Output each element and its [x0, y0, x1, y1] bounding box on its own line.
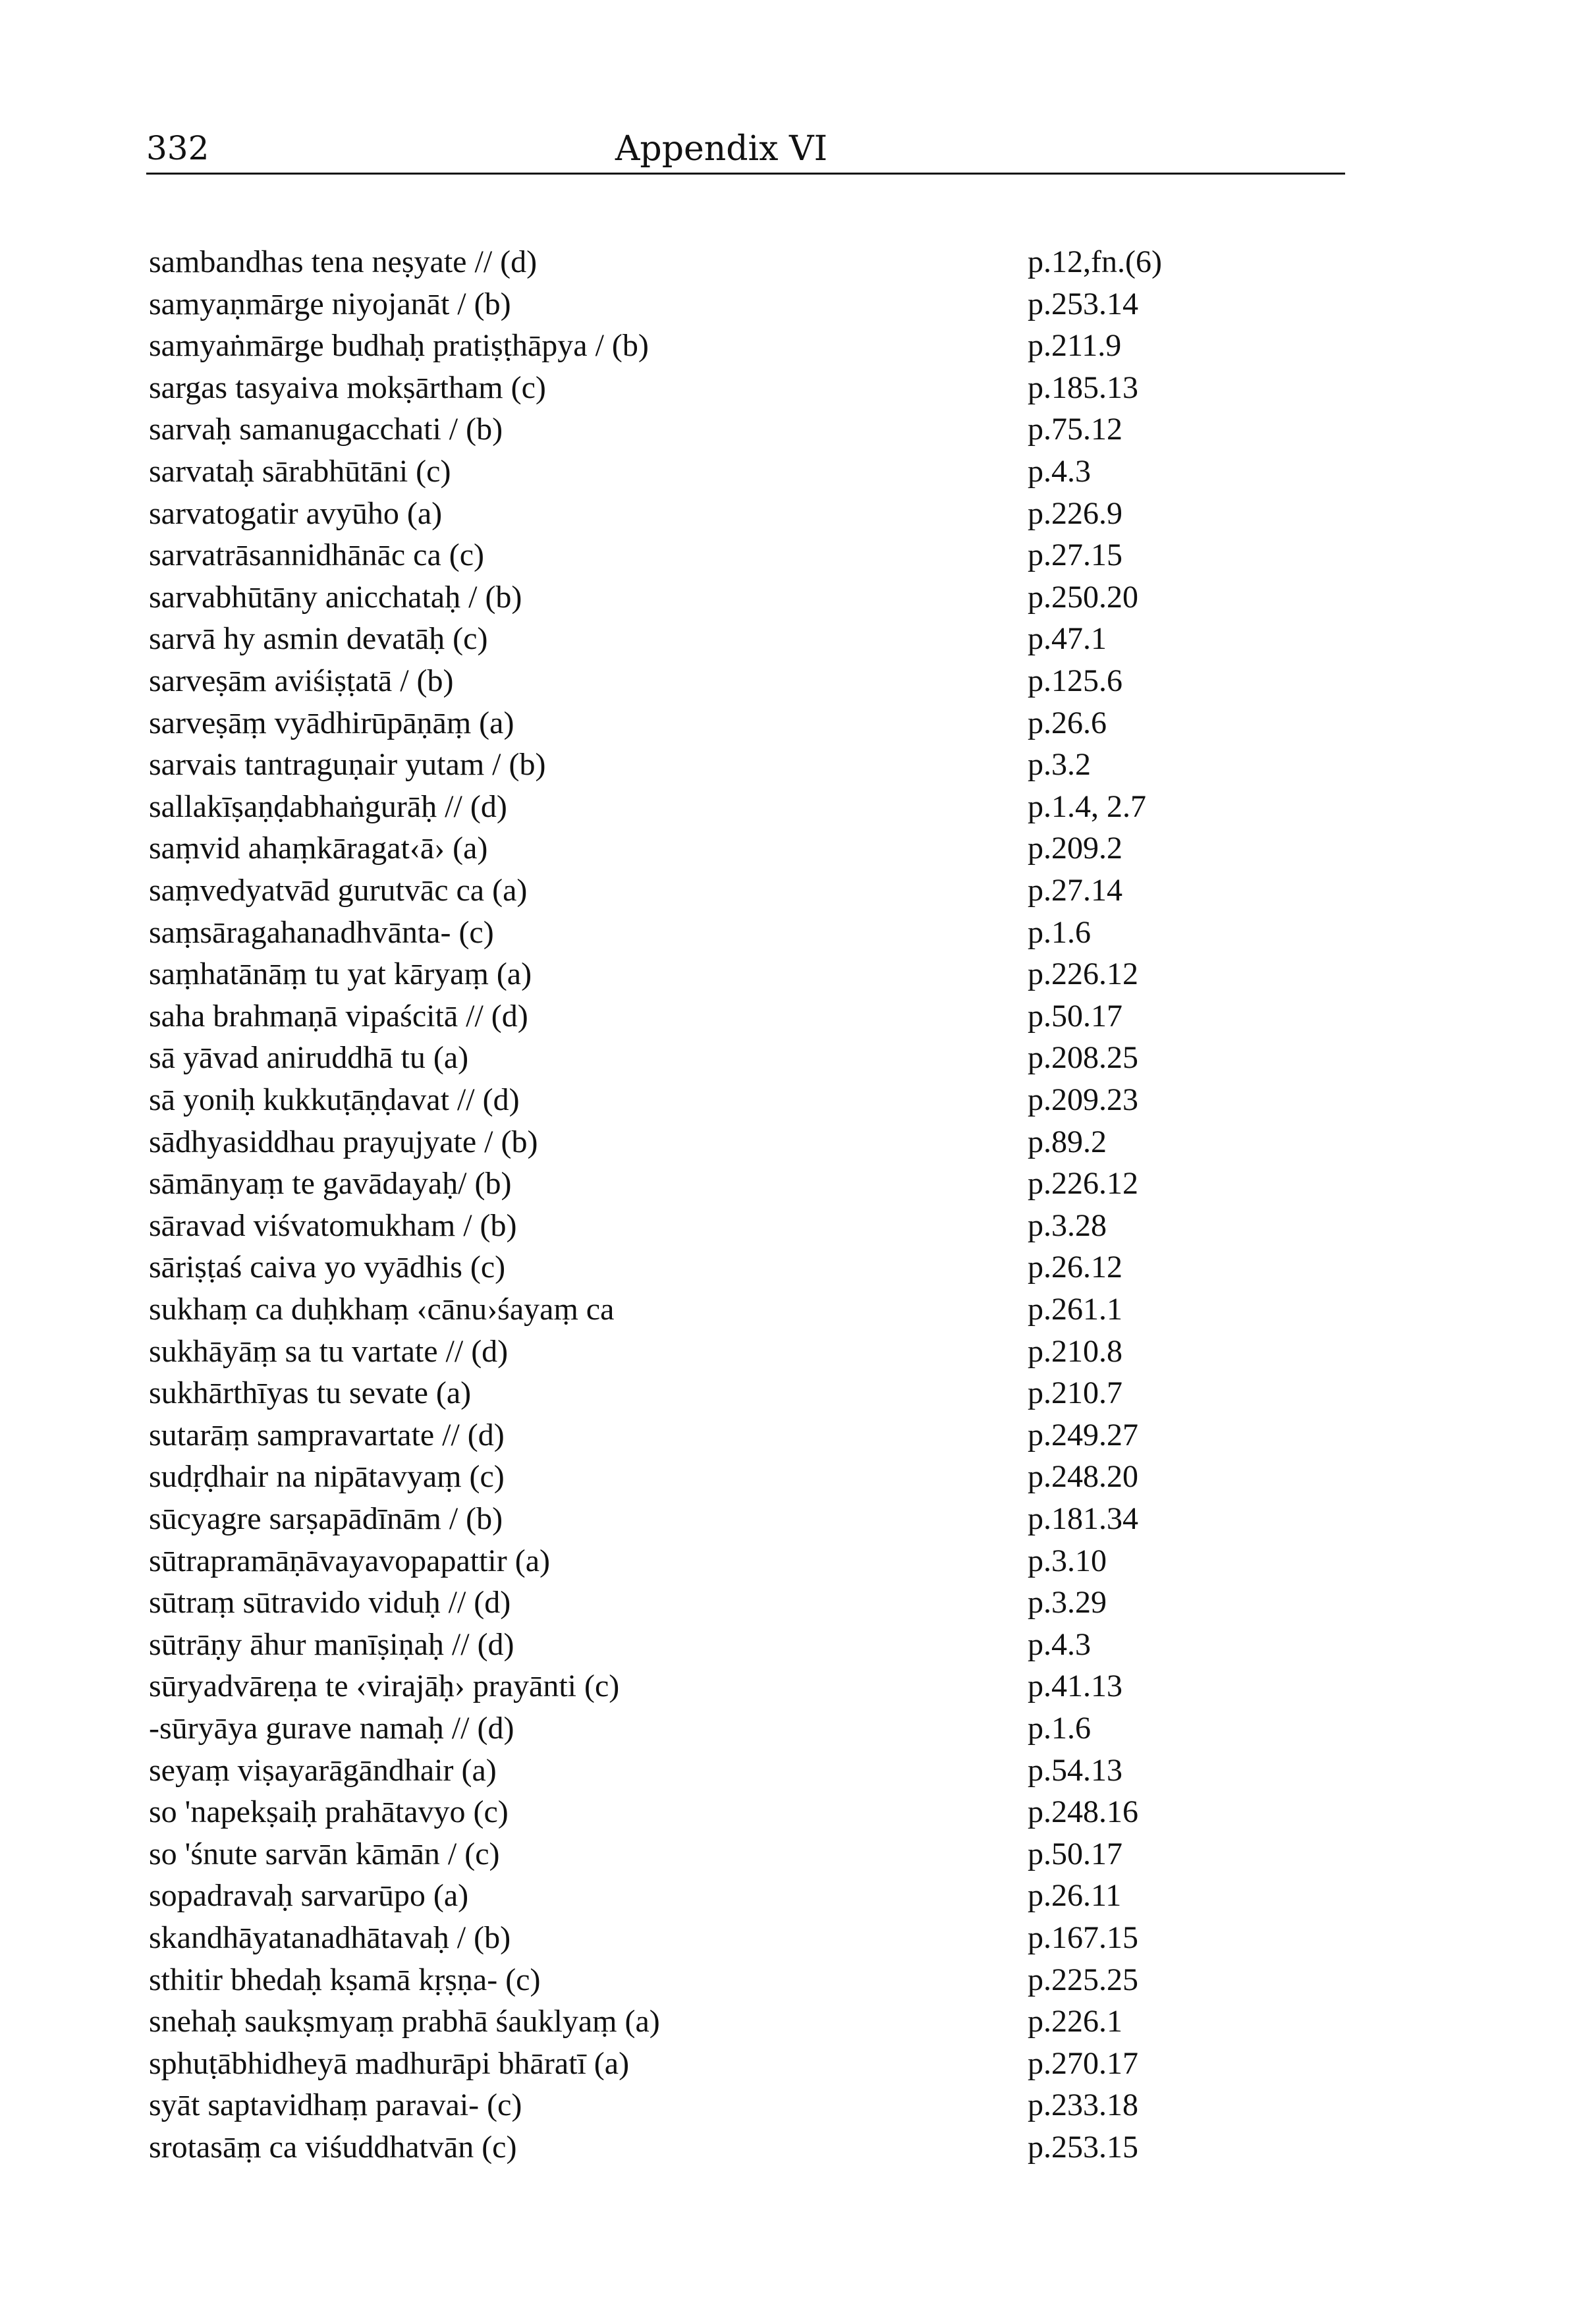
page-reference: p.226.1 [1028, 2004, 1122, 2039]
index-entry [0, 1626, 1577, 1669]
verse-text: -sūryāya gurave namaḥ // (d) [149, 1711, 514, 1746]
index-entry [0, 1249, 1577, 1291]
page-reference: p.47.1 [1028, 621, 1107, 657]
header-rule [146, 173, 1345, 175]
page-reference: p.1.6 [1028, 914, 1091, 950]
page-reference: p.125.6 [1028, 663, 1122, 698]
index-entry [0, 1543, 1577, 1585]
index-entry [0, 1710, 1577, 1752]
page-reference: p.225.25 [1028, 1962, 1138, 1997]
page-reference: p.210.7 [1028, 1375, 1122, 1411]
index-entry [0, 453, 1577, 495]
verse-text: sallakīṣaṇḍabhaṅgurāḥ // (d) [149, 788, 507, 824]
verse-text: sarvatogatir avyūho (a) [149, 495, 443, 531]
index-entry [0, 1752, 1577, 1794]
page-reference: p.1.6 [1028, 1711, 1091, 1746]
page-reference: p.250.20 [1028, 579, 1138, 615]
index-entry [0, 1501, 1577, 1543]
index-entry [0, 1039, 1577, 1082]
verse-text: sāmānyaṃ te gavādayaḥ/ (b) [149, 1166, 512, 1202]
index-entry [0, 2003, 1577, 2045]
index-entry [0, 788, 1577, 831]
verse-text: syāt saptavidhaṃ paravai- (c) [149, 2088, 522, 2123]
page-reference: p.211.9 [1028, 328, 1122, 364]
verse-text: sthitir bhedaḥ kṣamā kṛṣṇa- (c) [149, 1962, 541, 1997]
verse-text: sukhāyāṃ sa tu vartate // (d) [149, 1333, 509, 1369]
verse-text: sukhaṃ ca duḥkhaṃ ‹cānu›śayaṃ ca [149, 1292, 615, 1327]
index-entry [0, 244, 1577, 286]
page-reference: p.3.10 [1028, 1543, 1107, 1578]
page-reference: p.185.13 [1028, 370, 1138, 405]
verse-text: snehaḥ saukṣmyaṃ prabhā śauklyaṃ (a) [149, 2004, 660, 2039]
page-reference: p.261.1 [1028, 1292, 1122, 1327]
index-entry [0, 956, 1577, 998]
index-entry [0, 327, 1577, 370]
verse-text: sūtrapramāṇāvayavopapattir (a) [149, 1543, 551, 1578]
page-reference: p.3.28 [1028, 1207, 1107, 1243]
index-entry [0, 411, 1577, 453]
verse-text: sūryadvāreṇa te ‹virajāḥ› prayānti (c) [149, 1669, 620, 1704]
verse-text: sukhārthīyas tu sevate (a) [149, 1375, 472, 1411]
verse-text: sūcyagre sarṣapādīnām / (b) [149, 1501, 503, 1536]
index-entry [0, 1920, 1577, 1962]
page-reference: p.253.14 [1028, 286, 1138, 321]
page-reference: p.4.3 [1028, 454, 1091, 489]
verse-text: saha brahmaṇā vipaścitā // (d) [149, 998, 528, 1034]
index-entry [0, 286, 1577, 328]
verse-text: sarvabhūtāny anicchataḥ / (b) [149, 579, 522, 615]
page-reference: p.26.12 [1028, 1250, 1122, 1285]
index-entry [0, 1207, 1577, 1250]
verse-text: sādhyasiddhau prayujyate / (b) [149, 1124, 538, 1159]
verse-text: sutarāṃ sampravartate // (d) [149, 1417, 505, 1452]
verse-text: sāravad viśvatomukham / (b) [149, 1207, 517, 1243]
index-entry [0, 579, 1577, 621]
page-reference: p.54.13 [1028, 1752, 1122, 1788]
verse-text: saṃvedyatvād gurutvāc ca (a) [149, 873, 528, 908]
index-entry [0, 1836, 1577, 1878]
index-entry [0, 1165, 1577, 1207]
page-reference: p.89.2 [1028, 1124, 1107, 1159]
page-reference: p.75.12 [1028, 412, 1122, 447]
page-reference: p.41.13 [1028, 1669, 1122, 1704]
verse-text: sopadravaḥ sarvarūpo (a) [149, 1878, 469, 1914]
verse-text: skandhāyatanadhātavaḥ / (b) [149, 1920, 511, 1955]
index-entry [0, 1375, 1577, 1417]
index-entry [0, 370, 1577, 412]
verse-text: sambandhas tena neṣyate // (d) [149, 244, 538, 279]
index-entry [0, 1962, 1577, 2004]
page-reference: p.26.6 [1028, 705, 1107, 740]
verse-text: sāriṣṭaś caiva yo vyādhis (c) [149, 1250, 506, 1285]
page-reference: p.270.17 [1028, 2045, 1138, 2081]
page-reference: p.50.17 [1028, 998, 1122, 1034]
index-entry [0, 1877, 1577, 1920]
index-entry [0, 1417, 1577, 1459]
verse-text: sarvatrāsannidhānāc ca (c) [149, 538, 485, 573]
index-entry [0, 1082, 1577, 1124]
verse-text: sphuṭābhidheyā madhurāpi bhāratī (a) [149, 2045, 630, 2081]
index-entry [0, 1458, 1577, 1501]
verse-text: sarvaḥ samanugacchati / (b) [149, 412, 503, 447]
page-reference: p.167.15 [1028, 1920, 1138, 1955]
page-reference: p.4.3 [1028, 1626, 1091, 1662]
index-entry [0, 2087, 1577, 2129]
index-entry [0, 1124, 1577, 1166]
index-entry [0, 872, 1577, 914]
page-reference: p.26.11 [1028, 1878, 1122, 1914]
verse-text: sudṛḍhair na nipātavyaṃ (c) [149, 1459, 505, 1495]
page-number: 332 [146, 129, 209, 167]
verse-text: sarvais tantraguṇair yutam / (b) [149, 747, 546, 783]
page-reference: p.209.23 [1028, 1082, 1138, 1117]
index-entry [0, 1291, 1577, 1333]
page-reference: p.1.4, 2.7 [1028, 788, 1146, 824]
index-entry [0, 914, 1577, 956]
index-entry [0, 621, 1577, 663]
page-reference: p.233.18 [1028, 2088, 1138, 2123]
verse-text: saṃhatānāṃ tu yat kāryaṃ (a) [149, 956, 532, 992]
page-reference: p.27.15 [1028, 538, 1122, 573]
page-reference: p.248.20 [1028, 1459, 1138, 1495]
verse-text: sarveṣāṃ vyādhirūpāṇāṃ (a) [149, 705, 514, 740]
page-reference: p.209.2 [1028, 831, 1122, 866]
page-reference: p.12,fn.(6) [1028, 244, 1162, 279]
verse-text: sā yāvad aniruddhā tu (a) [149, 1040, 469, 1076]
index-entry [0, 663, 1577, 705]
page-reference: p.3.2 [1028, 747, 1091, 783]
verse-text: saṃsāragahanadhvānta- (c) [149, 914, 494, 950]
verse-text: saṃvid ahaṃkāragat‹ā› (a) [149, 831, 488, 866]
verse-text: sarvataḥ sārabhūtāni (c) [149, 454, 451, 489]
index-entry [0, 495, 1577, 538]
running-head-title: Appendix VI [615, 129, 828, 169]
page-reference: p.226.12 [1028, 1166, 1138, 1202]
verse-text: sargas tasyaiva mokṣārtham (c) [149, 370, 546, 405]
index-entry [0, 537, 1577, 579]
verse-text: sūtraṃ sūtravido viduḥ // (d) [149, 1585, 511, 1620]
page-reference: p.253.15 [1028, 2130, 1138, 2165]
index-entry [0, 2129, 1577, 2171]
verse-text: srotasāṃ ca viśuddhatvān (c) [149, 2130, 517, 2165]
page-reference: p.27.14 [1028, 873, 1122, 908]
verse-text: so 'napekṣaiḥ prahātavyo (c) [149, 1794, 509, 1830]
page-reference: p.208.25 [1028, 1040, 1138, 1076]
index-entry [0, 830, 1577, 872]
page-reference: p.181.34 [1028, 1501, 1138, 1536]
index-entry [0, 1333, 1577, 1375]
index-entry [0, 1584, 1577, 1626]
index-entry [0, 998, 1577, 1040]
verse-text: sūtrāṇy āhur manīṣiṇaḥ // (d) [149, 1626, 514, 1662]
index-entry [0, 2045, 1577, 2088]
index-entry [0, 1668, 1577, 1710]
page-reference: p.226.9 [1028, 495, 1122, 531]
verse-text: seyaṃ viṣayarāgāndhair (a) [149, 1752, 497, 1788]
verse-text: sarvā hy asmin devatāḥ (c) [149, 621, 488, 657]
index-entry [0, 746, 1577, 788]
index-entry [0, 1794, 1577, 1836]
page-reference: p.226.12 [1028, 956, 1138, 992]
verse-text: samyaṇmārge niyojanāt / (b) [149, 286, 511, 321]
verse-text: sā yoniḥ kukkuṭāṇḍavat // (d) [149, 1082, 520, 1117]
page-reference: p.210.8 [1028, 1333, 1122, 1369]
page-reference: p.249.27 [1028, 1417, 1138, 1452]
page-reference: p.248.16 [1028, 1794, 1138, 1830]
verse-text: sarveṣām aviśiṣṭatā / (b) [149, 663, 454, 698]
verse-text: so 'śnute sarvān kāmān / (c) [149, 1836, 500, 1871]
verse-text: samyaṅmārge budhaḥ pratiṣṭhāpya / (b) [149, 328, 649, 364]
page-reference: p.50.17 [1028, 1836, 1122, 1871]
index-entry [0, 705, 1577, 747]
page-reference: p.3.29 [1028, 1585, 1107, 1620]
